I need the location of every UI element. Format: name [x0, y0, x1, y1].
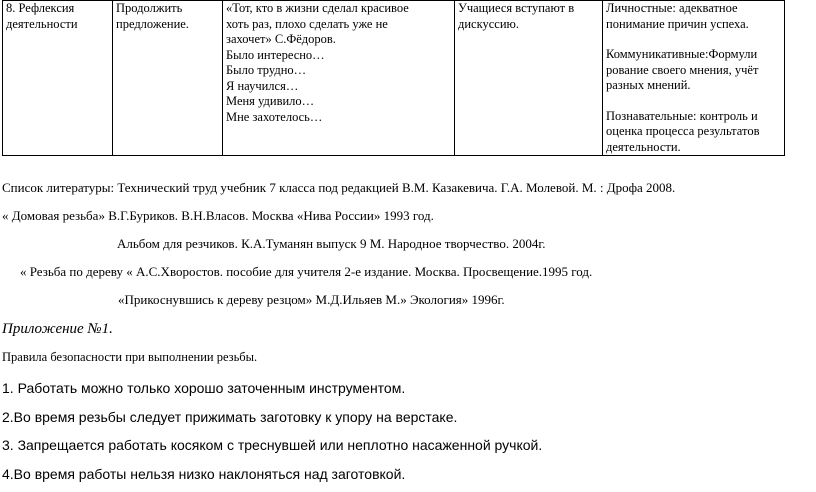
appendix-title: Приложение №1. [2, 321, 113, 337]
safety-rule: 2.Во время резьбы следует прижимать заготовку к упору на верстаке. [2, 409, 458, 425]
cell-text: деятельности [6, 16, 78, 31]
cell-text: оценка процесса результатов [606, 124, 760, 138]
cell-text: дискуссию. [458, 16, 519, 31]
uud-cell [603, 1, 785, 156]
safety-rule: 1. Работать можно только хорошо заточенным инструментом. [2, 380, 406, 396]
cell-text: «Тот, кто в жизни сделал красивое [226, 1, 409, 15]
stage-cell [3, 1, 113, 156]
table-row [3, 1, 785, 156]
literature-line: « Домовая резьба» В.Г.Буриков. В.Н.Власов. Москва «Нива России» 1993 год. [2, 208, 434, 223]
cell-text: Мне захотелось… [226, 109, 323, 124]
cell-text: хоть раз, плохо сделать уже не [226, 16, 388, 31]
cell-text: Коммуникативные:Формули [606, 47, 758, 61]
literature-line: Альбом для резчиков. К.А.Туманян выпуск 9 М. Народное творчество. 2004г. [117, 236, 546, 251]
literature-line: Список литературы: Технический труд учебник 7 класса под редакцией В.М. Казакевича. Г.А. Молевой. М. : Дрофа 2008. [2, 180, 676, 195]
cell-text: рование своего мнения, учёт [606, 62, 759, 77]
cell-text: 8. Рефлексия [6, 1, 75, 15]
cell-text: Личностные: адекватное [606, 1, 738, 15]
safety-rule: 3. Запрещается работать косяком с треснувшей или неплотно насаженной ручкой. [2, 437, 543, 453]
teacher-action-cell [113, 1, 223, 156]
cell-text: Я научился… [226, 78, 299, 93]
cell-text: Продолжить [116, 1, 183, 15]
cell-text: деятельности. [606, 139, 681, 154]
literature-line: «Прикоснувшись к дереву резцом» М.Д.Ильяев М.» Экология» 1996г. [118, 292, 505, 307]
student-action-cell [455, 1, 603, 156]
cell-text: понимание причин успеха. [606, 16, 749, 31]
spacer [606, 32, 781, 47]
safety-rule: 4.Во время работы нельзя низко наклоняться над заготовкой. [2, 466, 406, 482]
cell-text: предложение. [116, 16, 189, 31]
cell-text: Учащиеся вступают в [458, 1, 575, 15]
cell-text: Было интересно… [226, 47, 325, 62]
cell-text: Было трудно… [226, 63, 307, 77]
cell-text: Познавательные: контроль и [606, 108, 758, 123]
spacer [606, 94, 781, 109]
appendix-subtitle: Правила безопасности при выполнении резьбы. [2, 350, 258, 364]
content-cell [223, 1, 455, 156]
cell-text: Меня удивило… [226, 94, 315, 108]
lesson-stage-table [2, 0, 785, 156]
cell-text: разных мнений. [606, 78, 691, 92]
literature-line: « Резьба по дереву « А.С.Хворостов. пособие для учителя 2-е издание. Москва. Просвещение.1995 год. [20, 264, 593, 279]
cell-text: захочет» С.Фёдоров. [226, 32, 336, 46]
